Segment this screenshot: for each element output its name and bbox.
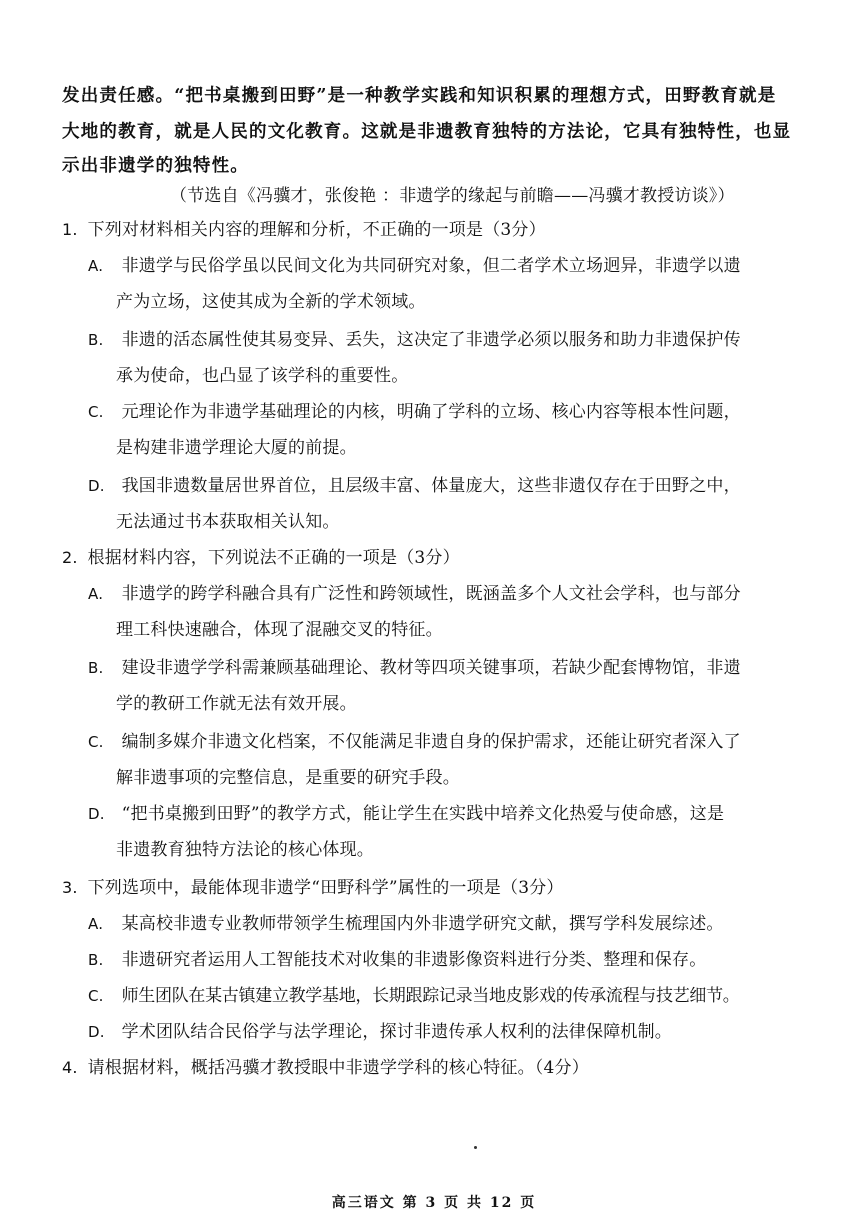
- option-label: D.: [88, 1023, 105, 1041]
- q1-option-b-cont: 承为使命，也凸显了该学科的重要性。: [116, 366, 409, 386]
- q3-option-a: [88, 912, 724, 936]
- option-text: 师生团队在某古镇建立教学基地，长期跟踪记录当地皮影戏的传承流程与技艺细节。: [121, 986, 740, 1006]
- q1-option-a: [88, 254, 741, 278]
- q2-option-b-cont: 学的教研工作就无法有效开展。: [116, 694, 357, 714]
- option-label: C.: [88, 733, 104, 751]
- option-text: 非遗学与民俗学虽以民间文化为共同研究对象，但二者学术立场迥异，非遗学以遗: [121, 256, 741, 276]
- option-label: B.: [88, 951, 104, 969]
- option-text: 非遗的活态属性使其易变异、丢失，这决定了非遗学必须以服务和助力非遗保护传: [121, 330, 741, 350]
- option-text: 元理论作为非遗学基础理论的内核，明确了学科的立场、核心内容等根本性问题，: [121, 402, 741, 422]
- option-text: 编制多媒介非遗文化档案，不仅能满足非遗自身的保护需求，还能让研究者深入了: [121, 732, 741, 752]
- passage-line-1: 发出责任感。“把书桌搬到田野”是一种教学实践和知识积累的理想方式，田野教育就是: [62, 86, 777, 106]
- option-text: 非遗研究者运用人工智能技术对收集的非遗影像资料进行分类、整理和保存。: [121, 950, 707, 970]
- page-footer: 高三语文 第 3 页 共 12 页: [331, 1195, 537, 1211]
- q1-option-a-cont: 产为立场，这使其成为全新的学术领域。: [116, 292, 426, 312]
- option-text: 我国非遗数量居世界首位，且层级丰富、体量庞大，这些非遗仅存在于田野之中，: [121, 476, 741, 496]
- q3-option-d: [88, 1020, 672, 1044]
- question-2-stem: 根据材料内容，下列说法不正确的一项是（3分）: [87, 548, 460, 568]
- question-2-number: 2.: [62, 548, 78, 567]
- q3-option-b: [88, 948, 706, 972]
- question-1-number: 1.: [62, 220, 78, 239]
- option-text: “把书桌搬到田野”的教学方式，能让学生在实践中培养文化热爱与使命感，这是: [121, 804, 725, 824]
- scan-dot: [474, 1146, 477, 1149]
- q2-option-a-cont: 理工科快速融合，体现了混融交叉的特征。: [116, 620, 443, 640]
- q1-option-c-cont: 是构建非遗学理论大厦的前提。: [116, 438, 357, 458]
- q3-option-c: [88, 984, 740, 1008]
- q2-option-a: [88, 582, 741, 606]
- option-label: C.: [88, 403, 104, 421]
- option-label: A.: [88, 915, 104, 933]
- question-3: [62, 876, 564, 900]
- q2-option-d-cont: 非遗教育独特方法论的核心体现。: [116, 840, 374, 860]
- q1-option-b: [88, 328, 741, 352]
- question-4-number: 4.: [62, 1058, 78, 1077]
- option-label: D.: [88, 805, 105, 823]
- question-4-stem: 请根据材料，概括冯骥才教授眼中非遗学学科的核心特征。（4分）: [87, 1058, 589, 1078]
- option-label: B.: [88, 331, 104, 349]
- question-1: [62, 218, 546, 242]
- question-2: [62, 546, 460, 570]
- passage-line-3: 示出非遗学的独特性。: [62, 156, 249, 176]
- question-3-stem: 下列选项中，最能体现非遗学“田野科学”属性的一项是（3分）: [87, 878, 564, 898]
- q1-option-d-cont: 无法通过书本获取相关认知。: [116, 512, 340, 532]
- question-4: [62, 1056, 589, 1080]
- q1-option-c: [88, 400, 741, 424]
- q1-option-d: [88, 474, 741, 498]
- question-1-stem: 下列对材料相关内容的理解和分析，不正确的一项是（3分）: [87, 220, 546, 240]
- option-label: A.: [88, 257, 104, 275]
- q2-option-c: [88, 730, 741, 754]
- option-label: B.: [88, 659, 104, 677]
- option-label: A.: [88, 585, 104, 603]
- option-text: 建设非遗学学科需兼顾基础理论、教材等四项关键事项，若缺少配套博物馆，非遗: [121, 658, 741, 678]
- passage-source: （节选自《冯骥才，张俊艳 ：非遗学的缘起与前瞻——冯骥才教授访谈》）: [170, 186, 735, 206]
- question-3-number: 3.: [62, 878, 78, 897]
- option-label: D.: [88, 477, 105, 495]
- q2-option-c-cont: 解非遗事项的完整信息，是重要的研究手段。: [116, 768, 460, 788]
- option-text: 学术团队结合民俗学与法学理论，探讨非遗传承人权利的法律保障机制。: [121, 1022, 673, 1042]
- q2-option-d: [88, 802, 724, 826]
- option-label: C.: [88, 987, 104, 1005]
- passage-line-2: 大地的教育，就是人民的文化教育。这就是非遗教育独特的方法论，它具有独特性，也显: [62, 122, 792, 142]
- option-text: 某高校非遗专业教师带领学生梳理国内外非遗学研究文献，撰写学科发展综述。: [121, 914, 724, 934]
- option-text: 非遗学的跨学科融合具有广泛性和跨领域性，既涵盖多个人文社会学科，也与部分: [121, 584, 741, 604]
- q2-option-b: [88, 656, 741, 680]
